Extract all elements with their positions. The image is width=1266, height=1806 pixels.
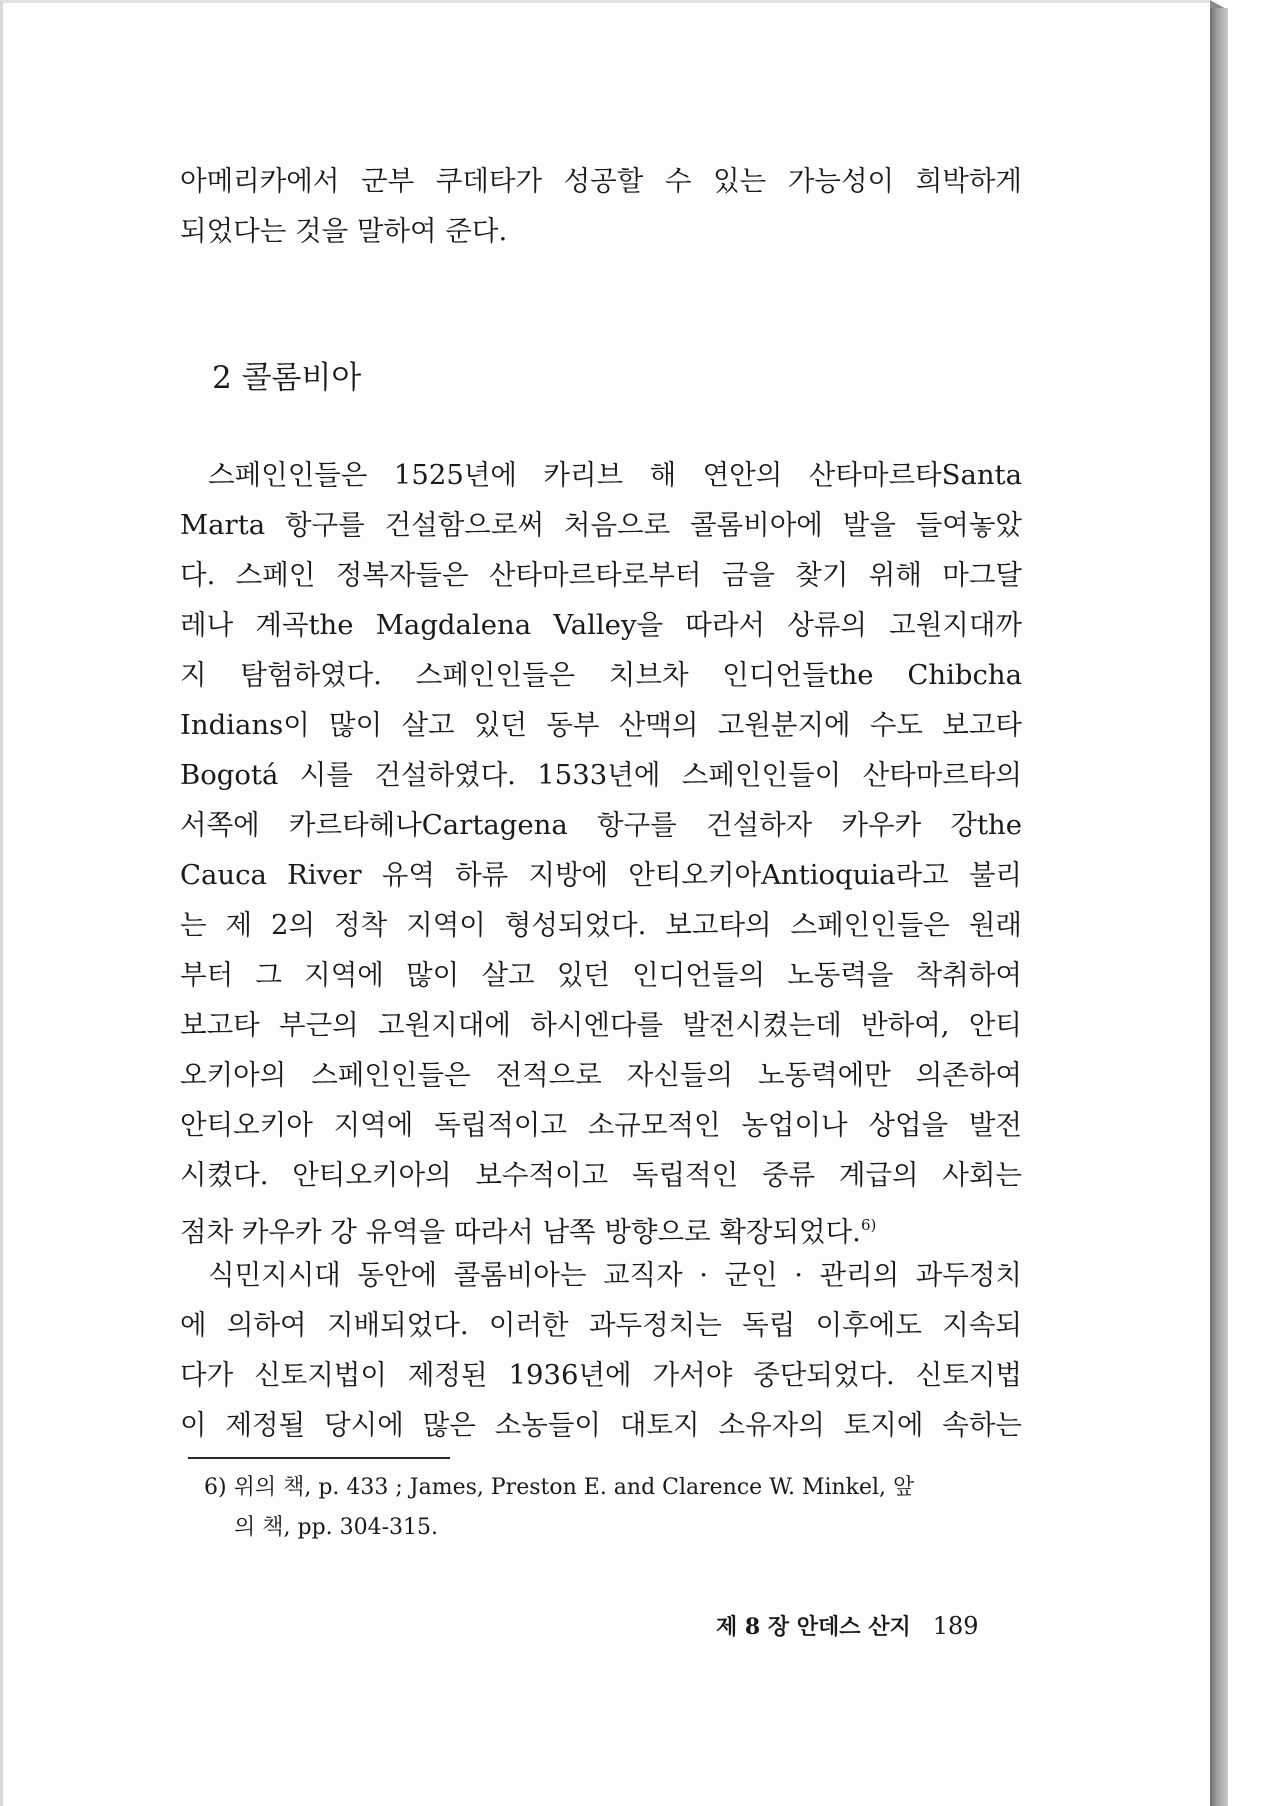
intro-paragraph [180, 156, 1022, 256]
text-line: 다가 신토지법이 제정된 1936년에 가서야 중단되었다. 신토지법 [180, 1359, 1022, 1391]
text-line: 보고타 부근의 고원지대에 하시엔다를 발전시켰는데 반하여, 안티 [180, 1009, 1022, 1041]
footnote-line: 의 책, pp. 304-315. [234, 1515, 439, 1540]
text-line: 시켰다. 안티오키아의 보수적이고 독립적인 중류 계급의 사회는 [180, 1159, 1022, 1191]
body-text [180, 450, 1022, 1450]
chapter-title: 제 8 장 안데스 산지 [716, 1614, 911, 1640]
running-footer [716, 1610, 979, 1641]
text-line: 식민지시대 동안에 콜롬비아는 교직자 · 군인 · 관리의 과두정치 [208, 1259, 1022, 1291]
text-line: Cauca River 유역 하류 지방에 안티오키아Antioquia라고 불리 [180, 859, 1022, 891]
section-number: 2 [212, 360, 232, 396]
text-line: 스페인인들은 1525년에 카리브 해 연안의 산타마르타Santa [208, 459, 1022, 491]
text-line: Marta 항구를 건설함으로써 처음으로 콜롬비아에 발을 들여놓았 [180, 509, 1022, 541]
text-line: 부터 그 지역에 많이 살고 있던 인디언들의 노동력을 착취하여 [180, 959, 1022, 991]
text-line: 에 의하여 지배되었다. 이러한 과두정치는 독립 이후에도 지속되 [180, 1309, 1022, 1341]
footnote [204, 1468, 1024, 1548]
text-line: 안티오키아 지역에 독립적이고 소규모적인 농업이나 상업을 발전 [180, 1109, 1022, 1141]
text-line-content: 점차 카우카 강 유역을 따라서 남쪽 방향으로 확장되었다. [180, 1216, 861, 1248]
text-line: Bogotá 시를 건설하였다. 1533년에 스페인인들이 산타마르타의 [180, 759, 1022, 791]
section-heading [212, 352, 361, 397]
footnote-line [204, 1468, 1024, 1508]
footnote-label: 6) [204, 1475, 227, 1500]
footnote-reference[interactable]: 6) [860, 1216, 877, 1234]
page-stack-edge [1210, 8, 1228, 1806]
text-line: 레나 계곡the Magdalena Valley을 따라서 상류의 고원지대까 [180, 609, 1022, 641]
text-line: 지 탐험하였다. 스페인인들은 치브차 인디언들the Chibcha [180, 659, 1022, 691]
text-line: 서쪽에 카르타헤나Cartagena 항구를 건설하자 카우카 강the [180, 809, 1022, 841]
text-line: 되었다는 것을 말하여 준다. [180, 215, 508, 247]
text-line [180, 1200, 1022, 1250]
section-title: 콜롬비아 [241, 360, 362, 396]
page-number: 189 [932, 1612, 979, 1640]
text-line: Indians이 많이 살고 있던 동부 산맥의 고원분지에 수도 보고타 [180, 709, 1022, 741]
text-line: 오키아의 스페인인들은 전적으로 자신들의 노동력에만 의존하여 [180, 1059, 1022, 1091]
text-line: 이 제정될 당시에 많은 소농들이 대토지 소유자의 토지에 속하는 [180, 1409, 1022, 1441]
footnote-text: 위의 책, p. 433 ; James, Preston E. and Clarence W. Minkel, 앞 [233, 1475, 915, 1500]
text-line: 는 제 2의 정착 지역이 형성되었다. 보고타의 스페인인들은 원래 [180, 909, 1022, 941]
text-line: 다. 스페인 정복자들은 산타마르타로부터 금을 찾기 위해 마그달 [180, 559, 1022, 591]
footnote-divider [188, 1457, 450, 1459]
text-line: 아메리카에서 군부 쿠데타가 성공할 수 있는 가능성이 희박하게 [180, 165, 1022, 197]
